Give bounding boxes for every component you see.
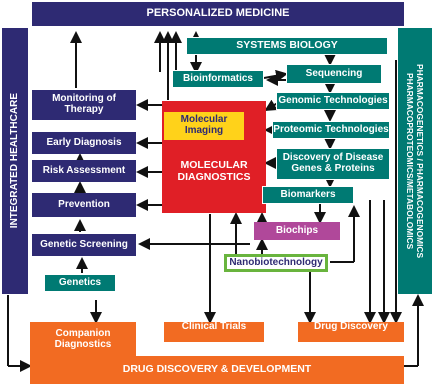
systems-biology-box: SYSTEMS BIOLOGY <box>186 37 388 55</box>
pharmacogenomics-label: PHARMACOGENETICS / PHARMACOGENOMICS <box>415 63 426 259</box>
integrated-healthcare-label: INTEGRATED HEALTHCARE <box>8 93 20 229</box>
personalized-medicine-banner: PERSONALIZED MEDICINE <box>32 2 404 26</box>
biochips-box: Biochips <box>254 222 340 240</box>
nanobiotechnology-box: Nanobiotechnology <box>224 254 328 272</box>
companion-diagnostics-box: Companion Diagnostics <box>30 322 136 358</box>
pharmacogenomics-bar <box>398 28 432 294</box>
risk-assessment-box: Risk Assessment <box>32 160 136 182</box>
clinical-trials-box: Clinical Trials <box>164 322 264 342</box>
genetic-screening-box: Genetic Screening <box>32 234 136 256</box>
sequencing-box: Sequencing <box>286 64 382 84</box>
biomarkers-box: Biomarkers <box>262 186 354 204</box>
genetics-box: Genetics <box>44 274 116 292</box>
bioinformatics-box: Bioinformatics <box>172 70 264 88</box>
genomic-technologies-box: Genomic Technologies <box>276 92 390 110</box>
integrated-healthcare-bar <box>2 28 28 294</box>
early-diagnosis-box: Early Diagnosis <box>32 132 136 154</box>
monitoring-of-therapy-box: Monitoring of Therapy <box>32 90 136 120</box>
drug-discovery-development-banner: DRUG DISCOVERY & DEVELOPMENT <box>30 356 404 384</box>
prevention-box: Prevention <box>32 193 136 217</box>
molecular-imaging-box: Molecular Imaging <box>164 112 244 140</box>
molecular-diagnostics-label: MOLECULAR DIAGNOSTICS <box>177 159 251 183</box>
pharmacoproteomics-label: PHARMACOPROTEOMICS/METABOLOMICS <box>405 72 415 250</box>
discovery-disease-genes-box: Discovery of Disease Genes & Proteins <box>276 148 390 180</box>
drug-discovery-box: Drug Discovery <box>298 322 404 342</box>
proteomic-technologies-box: Proteomic Technologies <box>272 121 390 139</box>
